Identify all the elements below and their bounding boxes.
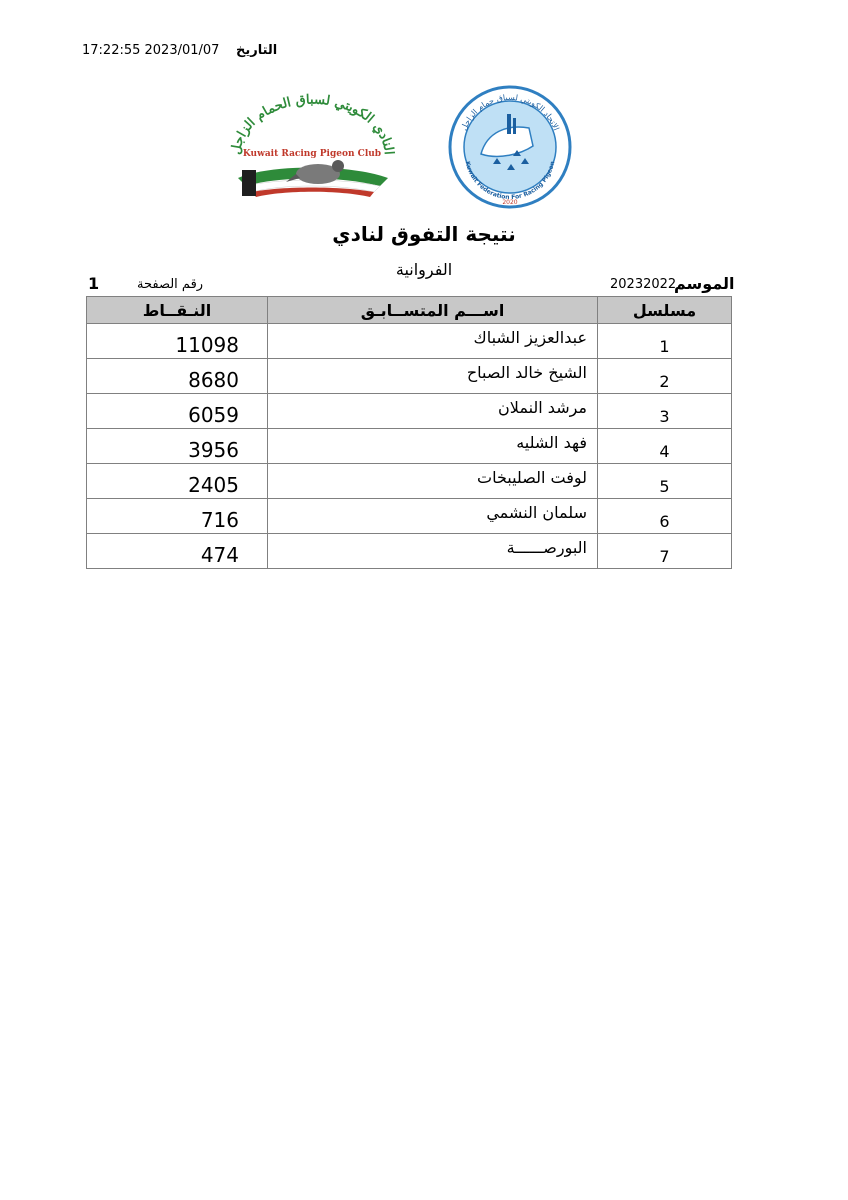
serial-cell: 5 xyxy=(598,464,732,499)
season-label: الموسم xyxy=(674,274,735,293)
serial-cell: 3 xyxy=(598,394,732,429)
club-logo-arabic-text: النادي الكويتي لسباق الحمام الزاجل xyxy=(228,92,396,156)
table-row xyxy=(87,464,732,499)
points-cell: 2405 xyxy=(87,464,268,499)
club-logo xyxy=(220,86,405,200)
federation-logo-year: 2020 xyxy=(502,199,518,206)
competitor-name-cell: فهد الشليه xyxy=(268,429,598,464)
table-row xyxy=(87,324,732,359)
table-row xyxy=(87,394,732,429)
serial-cell: 2 xyxy=(598,359,732,394)
competitor-name-cell: الشيخ خالد الصباح xyxy=(268,359,598,394)
area-name: الفروانية xyxy=(395,260,453,279)
table-header-row xyxy=(87,297,732,324)
competitor-name-cell: مرشد النملان xyxy=(268,394,598,429)
column-header-serial: مسلسل xyxy=(598,297,732,324)
federation-logo xyxy=(447,84,573,210)
table-row xyxy=(87,534,732,569)
competitor-name-cell: عبدالعزيز الشباك xyxy=(268,324,598,359)
serial-cell: 4 xyxy=(598,429,732,464)
table-row xyxy=(87,429,732,464)
page-number-value: 1 xyxy=(88,274,100,293)
points-cell: 474 xyxy=(87,534,268,569)
serial-cell: 7 xyxy=(598,534,732,569)
report-title: نتيجة التفوق لنادي xyxy=(332,222,516,246)
federation-logo-english-text: Kuwait Federation For Racing Pigeon xyxy=(463,160,557,202)
competitor-name-cell: لوفت الصليبخات xyxy=(268,464,598,499)
tower-icon xyxy=(507,114,511,134)
table-row xyxy=(87,359,732,394)
serial-cell: 1 xyxy=(598,324,732,359)
competitor-name-cell: سلمان النشمي xyxy=(268,499,598,534)
season-value: 20232022 xyxy=(610,277,677,292)
points-cell: 3956 xyxy=(87,429,268,464)
points-cell: 716 xyxy=(87,499,268,534)
competitor-name-cell: البورصــــــة xyxy=(268,534,598,569)
federation-logo-arabic-text: الاتحاد الكويتي لسباق حمام الزاجل xyxy=(459,92,561,132)
column-header-name: اســـم المتســابـق xyxy=(268,297,598,324)
page-number-label: رقم الصفحة xyxy=(137,277,204,292)
serial-cell: 6 xyxy=(598,499,732,534)
points-cell: 6059 xyxy=(87,394,268,429)
results-table xyxy=(86,296,732,569)
points-cell: 8680 xyxy=(87,359,268,394)
date-label: التاريخ xyxy=(236,43,278,58)
date-value: 17:22:55 2023/01/07 xyxy=(82,43,220,58)
points-cell: 11098 xyxy=(87,324,268,359)
column-header-points: النـقــاط xyxy=(87,297,268,324)
table-row xyxy=(87,499,732,534)
club-logo-english-text: Kuwait Racing Pigeon Club xyxy=(242,149,382,159)
